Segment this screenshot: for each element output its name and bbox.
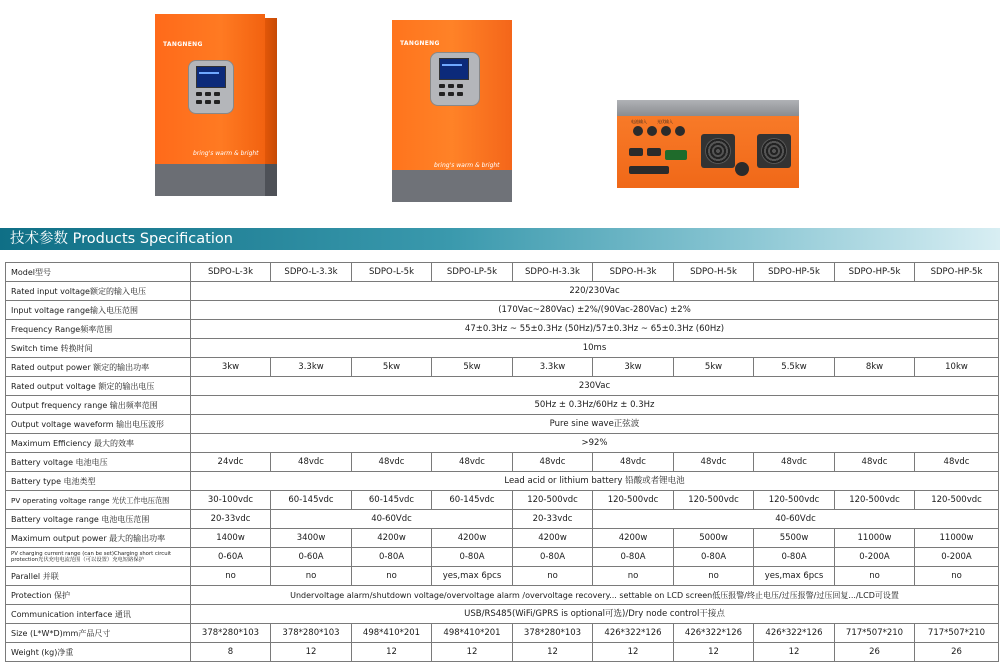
- value-cell: 60-145vdc: [271, 491, 352, 510]
- value-cell: 5kw: [432, 358, 513, 377]
- table-row-output-waveform: [6, 415, 999, 434]
- value-cell: 0-80A: [513, 548, 593, 567]
- value-cell: 717*507*210: [915, 624, 999, 643]
- table-row-battery-voltage-range: [6, 510, 999, 529]
- row-label: PV operating voltage range 光伏工作电压范围: [6, 491, 191, 510]
- value-cell: 48vdc: [674, 453, 754, 472]
- value-cell: 24vdc: [191, 453, 271, 472]
- value-cell: 4200w: [352, 529, 432, 548]
- value-cell: 60-145vdc: [352, 491, 432, 510]
- value-cell: 8: [191, 643, 271, 662]
- value-cell: 48vdc: [271, 453, 352, 472]
- inverter-gray-base: [155, 164, 265, 196]
- value-cell: 0-80A: [352, 548, 432, 567]
- merged-value-cell: 47±0.3Hz ~ 55±0.3Hz (50Hz)/57±0.3Hz ~ 65±0.3Hz (60Hz): [191, 320, 999, 339]
- row-label: Size (L*W*D)mm产品尺寸: [6, 624, 191, 643]
- slogan-text: bring's warm & bright: [193, 150, 259, 157]
- merged-value-cell: 10ms: [191, 339, 999, 358]
- lcd-readout: [442, 64, 462, 66]
- value-cell: 5500w: [754, 529, 835, 548]
- terminal-port: [675, 126, 685, 136]
- inverter-gray-base: [392, 170, 512, 202]
- slogan-text: bring's warm & bright: [434, 162, 500, 169]
- value-cell: 12: [754, 643, 835, 662]
- value-cell: 48vdc: [432, 453, 513, 472]
- value-cell: no: [513, 567, 593, 586]
- value-cell: 5000w: [674, 529, 754, 548]
- value-cell: yes,max 6pcs: [754, 567, 835, 586]
- terminal-port: [633, 126, 643, 136]
- terminal-port: [661, 126, 671, 136]
- table-row-protection: [6, 586, 999, 605]
- lcd-readout: [199, 72, 219, 74]
- table-row-frequency-range: [6, 320, 999, 339]
- value-cell: 378*280*103: [271, 624, 352, 643]
- inverter-side-base: [265, 164, 277, 196]
- value-cell: 10kw: [915, 358, 999, 377]
- row-label: Input voltage range输入电压范围: [6, 301, 191, 320]
- panel-buttons: [439, 84, 463, 88]
- value-cell: 3.3kw: [271, 358, 352, 377]
- model-cell: SDPO-HP-5k: [754, 263, 835, 282]
- value-cell: 0-60A: [271, 548, 352, 567]
- table-row-communication: [6, 605, 999, 624]
- terminal-block: [665, 150, 687, 160]
- value-cell: yes,max 6pcs: [432, 567, 513, 586]
- section-title-bar: [0, 228, 1000, 250]
- merged-value-cell: (170Vac~280Vac) ±2%/(90Vac-280Vac) ±2%: [191, 301, 999, 320]
- value-cell: 3kw: [593, 358, 674, 377]
- merged-value-cell: USB/RS485(WiFi/GPRS is optional可选)/Dry node control干接点: [191, 605, 999, 624]
- value-cell: no: [271, 567, 352, 586]
- table-row-max-output-power: [6, 529, 999, 548]
- merged-value-cell: 40-60Vdc: [593, 510, 999, 529]
- value-cell: 378*280*103: [191, 624, 271, 643]
- merged-value-cell: 40-60Vdc: [271, 510, 513, 529]
- panel-buttons: [196, 92, 220, 96]
- merged-value-cell: 50Hz ± 0.3Hz/60Hz ± 0.3Hz: [191, 396, 999, 415]
- spec-table-body: [6, 263, 999, 662]
- row-label: Output voltage waveform 输出电压波形: [6, 415, 191, 434]
- table-row-parallel: [6, 567, 999, 586]
- lcd-screen: [439, 58, 469, 80]
- value-cell: 48vdc: [754, 453, 835, 472]
- value-cell: no: [593, 567, 674, 586]
- value-cell: 120-500vdc: [835, 491, 915, 510]
- model-cell: SDPO-LP-5k: [432, 263, 513, 282]
- value-cell: no: [915, 567, 999, 586]
- model-cell: SDPO-H-3.3k: [513, 263, 593, 282]
- value-cell: 498*410*201: [432, 624, 513, 643]
- port-label-battery: 电池输入: [631, 119, 647, 124]
- value-cell: 48vdc: [352, 453, 432, 472]
- value-cell: 3.3kw: [513, 358, 593, 377]
- value-cell: 11000w: [835, 529, 915, 548]
- value-cell: 8kw: [835, 358, 915, 377]
- brand-logo-text: TANGNENG: [163, 41, 203, 48]
- value-cell: 0-80A: [432, 548, 513, 567]
- table-row-rated-output-voltage: [6, 377, 999, 396]
- merged-value-cell: Lead acid or lithium battery 铅酸或者锂电池: [191, 472, 999, 491]
- value-cell: 4200w: [593, 529, 674, 548]
- table-row-rated-output-power: [6, 358, 999, 377]
- value-cell: 20-33vdc: [513, 510, 593, 529]
- row-label: Output frequency range 输出频率范围: [6, 396, 191, 415]
- breaker-switch: [735, 162, 749, 176]
- value-cell: 60-145vdc: [432, 491, 513, 510]
- value-cell: 48vdc: [593, 453, 674, 472]
- value-cell: 11000w: [915, 529, 999, 548]
- value-cell: 498*410*201: [352, 624, 432, 643]
- table-row-switch-time: [6, 339, 999, 358]
- table-row-model: [6, 263, 999, 282]
- table-row-input-voltage-range: [6, 301, 999, 320]
- value-cell: 12: [513, 643, 593, 662]
- value-cell: 5.5kw: [754, 358, 835, 377]
- table-row-rated-input-voltage: [6, 282, 999, 301]
- product-image-inverter-angled: [155, 14, 277, 196]
- product-image-inverter-rear: [617, 100, 799, 188]
- model-cell: SDPO-L-3k: [191, 263, 271, 282]
- row-label: Switch time 转换时间: [6, 339, 191, 358]
- value-cell: 5kw: [352, 358, 432, 377]
- panel-buttons-row2: [439, 92, 463, 96]
- value-cell: 120-500vdc: [915, 491, 999, 510]
- value-cell: 120-500vdc: [674, 491, 754, 510]
- value-cell: 426*322*126: [674, 624, 754, 643]
- table-row-output-frequency-range: [6, 396, 999, 415]
- value-cell: 26: [915, 643, 999, 662]
- row-label: Weight (kg)净重: [6, 643, 191, 662]
- value-cell: no: [191, 567, 271, 586]
- value-cell: 120-500vdc: [513, 491, 593, 510]
- comm-port: [647, 148, 661, 156]
- value-cell: 0-80A: [754, 548, 835, 567]
- value-cell: 4200w: [513, 529, 593, 548]
- row-label: Frequency Range频率范围: [6, 320, 191, 339]
- value-cell: 0-80A: [593, 548, 674, 567]
- value-cell: 0-200A: [835, 548, 915, 567]
- value-cell: no: [674, 567, 754, 586]
- merged-value-cell: Undervoltage alarm/shutdown voltage/overvoltage alarm /overvoltage recovery... settable on LCD screen低压报警/终止电压/过压报警/过压回复.../LCD可设置: [191, 586, 999, 605]
- value-cell: 3kw: [191, 358, 271, 377]
- value-cell: 0-60A: [191, 548, 271, 567]
- product-image-inverter-front: [392, 20, 512, 202]
- model-cell: SDPO-H-3k: [593, 263, 674, 282]
- value-cell: 378*280*103: [513, 624, 593, 643]
- value-cell: 717*507*210: [835, 624, 915, 643]
- merged-value-cell: 220/230Vac: [191, 282, 999, 301]
- value-cell: 20-33vdc: [191, 510, 271, 529]
- row-label: Maximum Efficiency 最大的效率: [6, 434, 191, 453]
- value-cell: no: [835, 567, 915, 586]
- row-label: Maximum output power 最大的输出功率: [6, 529, 191, 548]
- value-cell: 5kw: [674, 358, 754, 377]
- model-cell: SDPO-L-5k: [352, 263, 432, 282]
- row-label: Battery voltage range 电池电压范围: [6, 510, 191, 529]
- row-label: Protection 保护: [6, 586, 191, 605]
- table-row-max-efficiency: [6, 434, 999, 453]
- value-cell: 120-500vdc: [593, 491, 674, 510]
- value-cell: 12: [352, 643, 432, 662]
- value-cell: 426*322*126: [754, 624, 835, 643]
- value-cell: 12: [271, 643, 352, 662]
- value-cell: 4200w: [432, 529, 513, 548]
- inverter-top-cover: [617, 100, 799, 116]
- table-row-size: [6, 624, 999, 643]
- value-cell: 48vdc: [915, 453, 999, 472]
- table-row-pv-operating-range: [6, 491, 999, 510]
- model-cell: SDPO-HP-5k: [915, 263, 999, 282]
- rs485-port: [629, 166, 669, 174]
- merged-value-cell: >92%: [191, 434, 999, 453]
- value-cell: 12: [674, 643, 754, 662]
- table-row-pv-charging-current: [6, 548, 999, 567]
- row-label: Model型号: [6, 263, 191, 282]
- table-row-battery-voltage: [6, 453, 999, 472]
- value-cell: 1400w: [191, 529, 271, 548]
- spec-table: [5, 262, 999, 662]
- terminal-port: [647, 126, 657, 136]
- row-label: PV charging current range (can be set)Charging short circuit protection光伏充电电流范围（可以设置）充电短路保护: [6, 548, 191, 567]
- brand-logo-text: TANGNENG: [400, 40, 440, 47]
- section-title: 技术参数 Products Specification: [10, 231, 233, 247]
- value-cell: 12: [432, 643, 513, 662]
- value-cell: 26: [835, 643, 915, 662]
- value-cell: 3400w: [271, 529, 352, 548]
- row-label: Rated output voltage 额定的输出电压: [6, 377, 191, 396]
- value-cell: 0-200A: [915, 548, 999, 567]
- value-cell: 120-500vdc: [754, 491, 835, 510]
- value-cell: 12: [593, 643, 674, 662]
- table-row-weight: [6, 643, 999, 662]
- row-label: Rated output power 额定的输出功率: [6, 358, 191, 377]
- value-cell: 0-80A: [674, 548, 754, 567]
- model-cell: SDPO-HP-5k: [835, 263, 915, 282]
- model-cell: SDPO-H-5k: [674, 263, 754, 282]
- row-label: Parallel 并联: [6, 567, 191, 586]
- cooling-fan-icon: [701, 134, 735, 168]
- port-label-pv: 光伏输入: [657, 119, 673, 124]
- row-label: Battery voltage 电池电压: [6, 453, 191, 472]
- value-cell: 30-100vdc: [191, 491, 271, 510]
- comm-port: [629, 148, 643, 156]
- table-row-battery-type: [6, 472, 999, 491]
- panel-buttons-row2: [196, 100, 220, 104]
- value-cell: 426*322*126: [593, 624, 674, 643]
- row-label: Battery type 电池类型: [6, 472, 191, 491]
- value-cell: 48vdc: [835, 453, 915, 472]
- value-cell: no: [352, 567, 432, 586]
- lcd-screen: [196, 66, 226, 88]
- row-label: Rated input voltage额定的输入电压: [6, 282, 191, 301]
- model-cell: SDPO-L-3.3k: [271, 263, 352, 282]
- value-cell: 48vdc: [513, 453, 593, 472]
- merged-value-cell: 230Vac: [191, 377, 999, 396]
- cooling-fan-icon: [757, 134, 791, 168]
- row-label: Communication interface 通讯: [6, 605, 191, 624]
- merged-value-cell: Pure sine wave正弦波: [191, 415, 999, 434]
